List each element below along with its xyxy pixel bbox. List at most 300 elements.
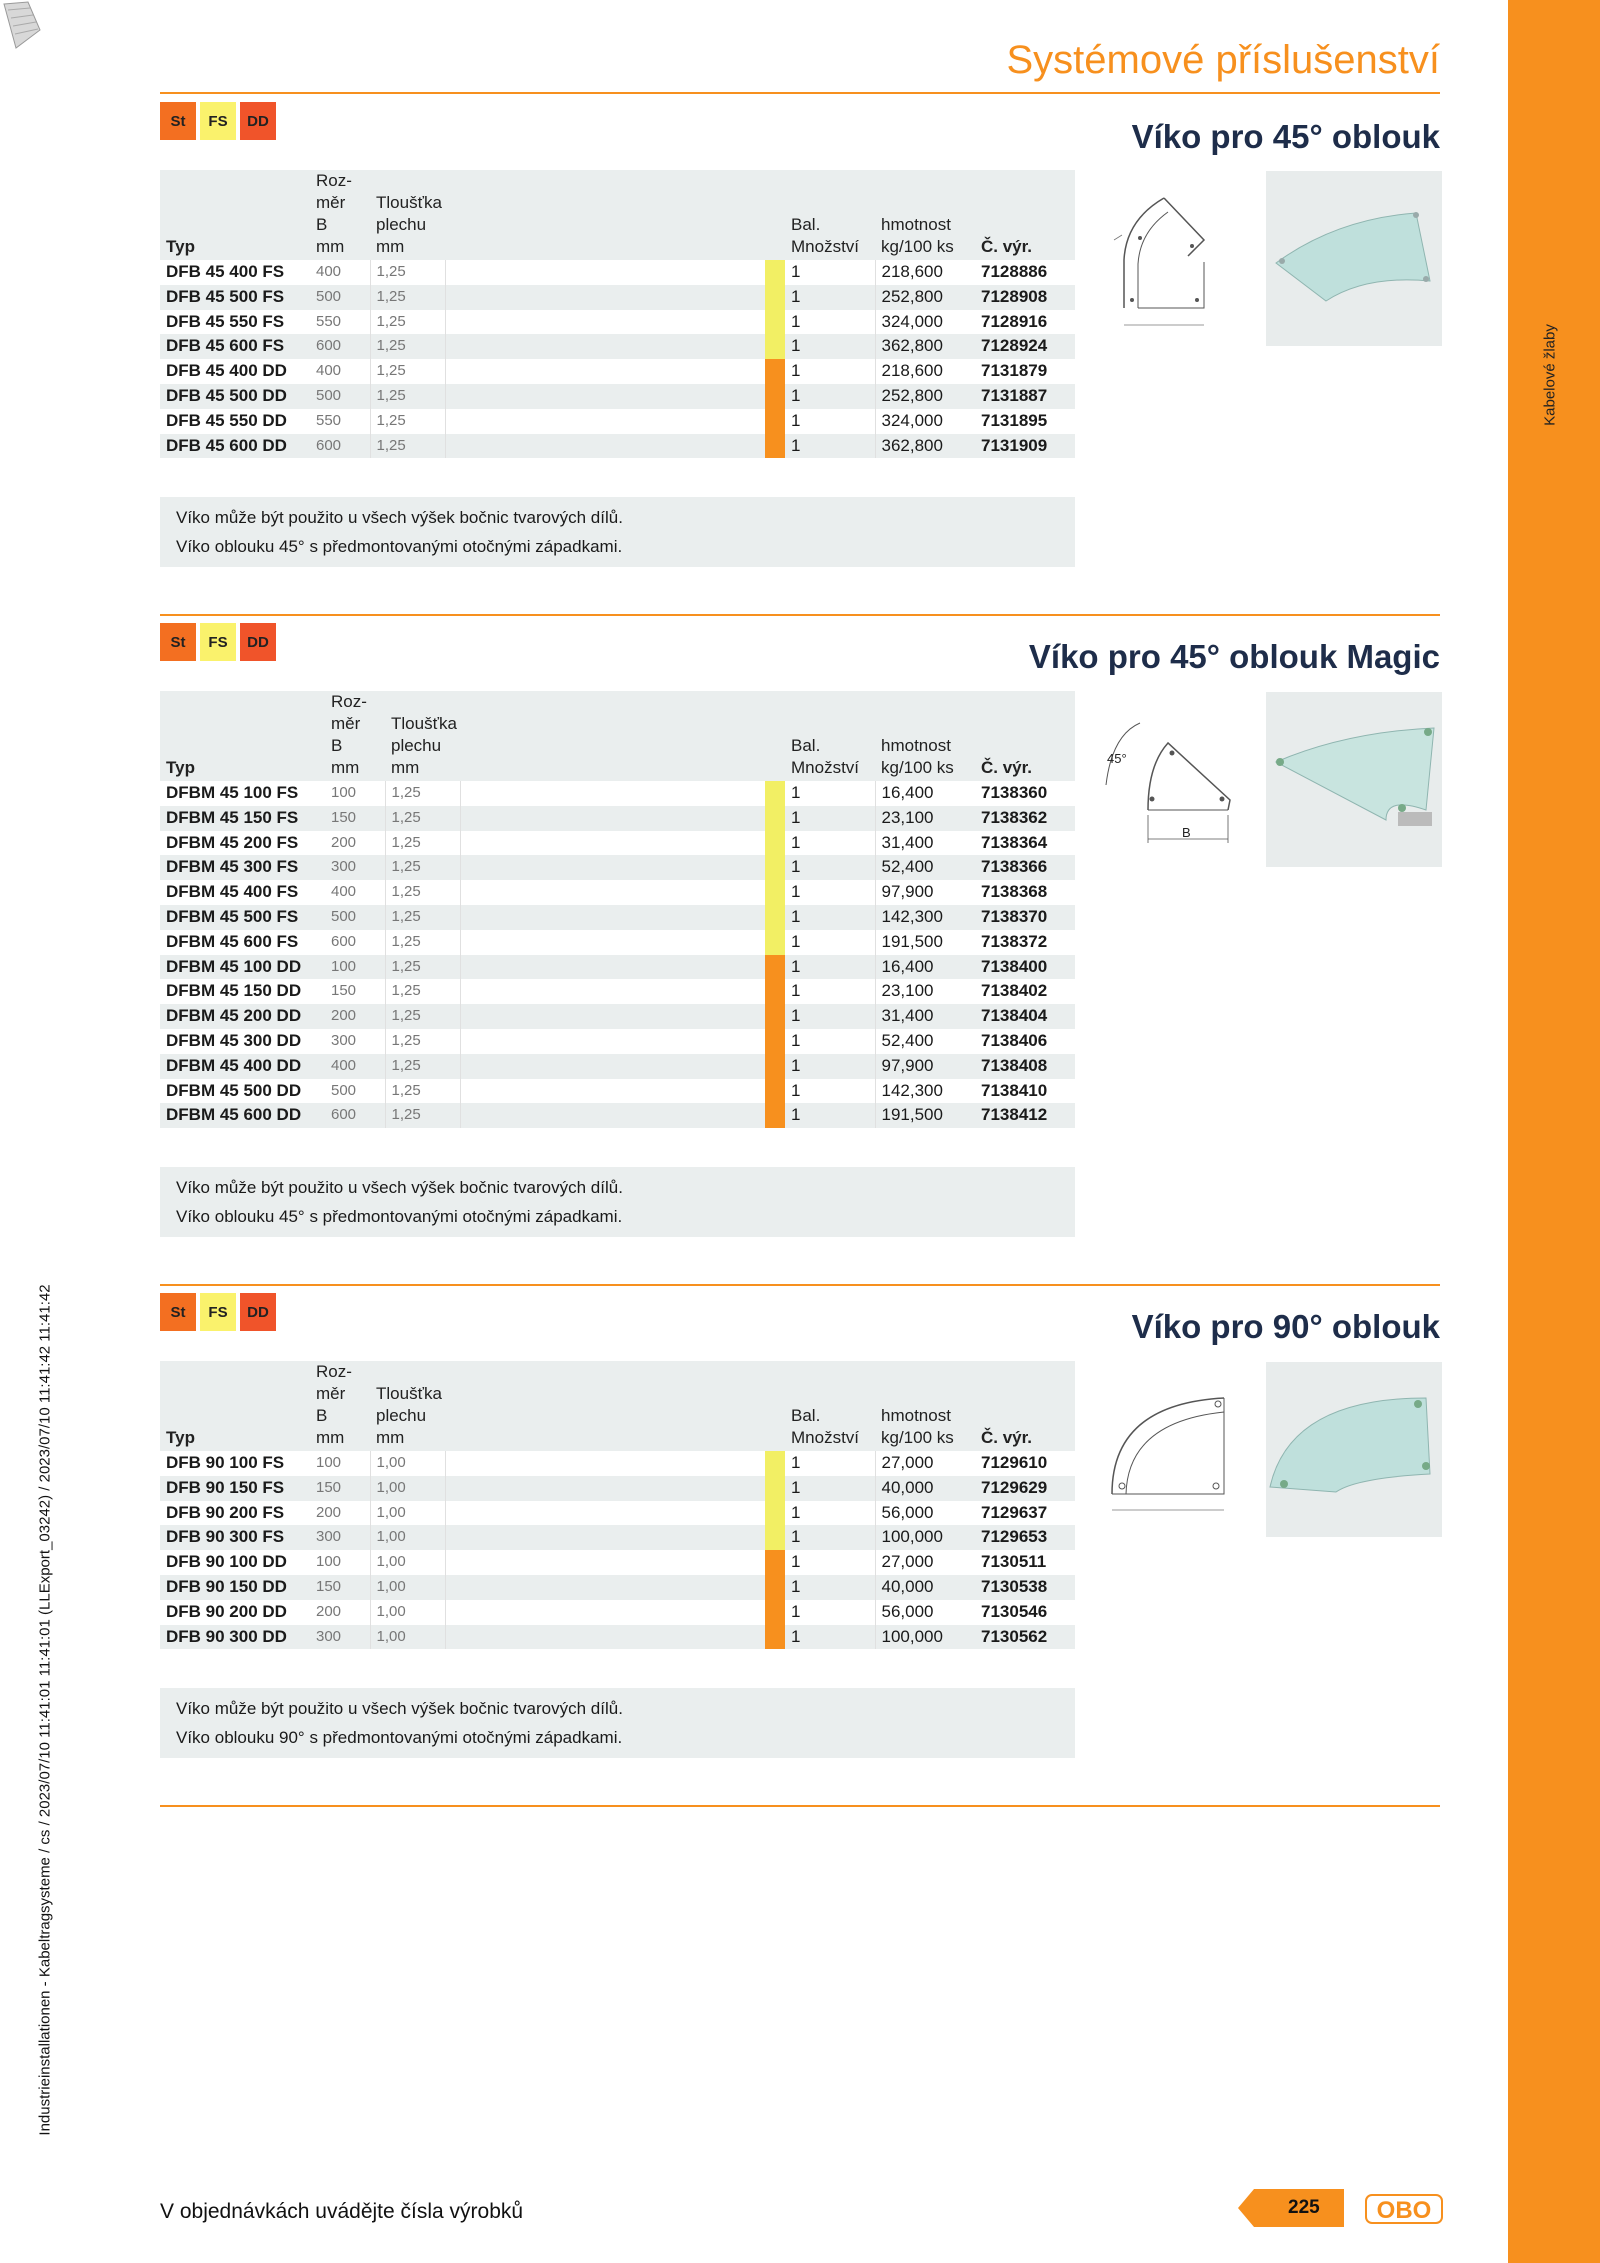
cell-rozmer: 600 — [325, 930, 385, 955]
cell-rozmer: 200 — [325, 831, 385, 856]
cell-tloustka: 1,25 — [385, 1103, 461, 1128]
cell-hmotnost: 16,400 — [875, 781, 975, 806]
finish-marker — [765, 955, 785, 980]
col-header-rozmer: Roz- měr B mm — [325, 691, 385, 781]
table-row — [160, 409, 1075, 434]
cell-typ: DFB 90 100 DD — [160, 1550, 310, 1575]
col-header-cv: Č. výr. — [975, 1361, 1075, 1451]
cell-blank — [461, 955, 765, 980]
bend-45-magic-drawing — [1100, 715, 1240, 850]
finish-marker — [765, 930, 785, 955]
cell-cv: 7130538 — [975, 1575, 1075, 1600]
cell-tloustka: 1,00 — [370, 1451, 446, 1476]
bend-45-drawing — [1112, 190, 1222, 335]
product-photo — [1266, 171, 1442, 346]
cell-bal: 1 — [785, 806, 875, 831]
section-title: Víko pro 45° oblouk — [1131, 118, 1440, 155]
cell-hmotnost: 218,600 — [875, 359, 975, 384]
table-row — [160, 1550, 1075, 1575]
cell-blank — [461, 1103, 765, 1128]
cell-hmotnost: 191,500 — [875, 930, 975, 955]
col-header-bal: Bal. Množství — [785, 691, 875, 781]
col-header-rozmer: Roz- měr B mm — [310, 170, 370, 260]
cell-hmotnost: 97,900 — [875, 880, 975, 905]
cell-hmotnost: 362,800 — [875, 434, 975, 459]
cell-bal: 1 — [785, 855, 875, 880]
cell-blank — [446, 1550, 765, 1575]
cell-typ: DFBM 45 600 FS — [160, 930, 325, 955]
finish-marker — [765, 434, 785, 459]
product-photo — [1266, 1362, 1442, 1537]
cell-bal: 1 — [785, 955, 875, 980]
cell-tloustka: 1,25 — [385, 806, 461, 831]
cell-rozmer: 400 — [310, 359, 370, 384]
product-table — [160, 1361, 1075, 1649]
badge-fs: FS — [200, 1293, 236, 1331]
cell-bal: 1 — [785, 880, 875, 905]
divider — [160, 1805, 1440, 1807]
cell-hmotnost: 40,000 — [875, 1575, 975, 1600]
cell-cv: 7129637 — [975, 1501, 1075, 1526]
bend-90-drawing — [1100, 1382, 1240, 1527]
cell-typ: DFB 45 600 DD — [160, 434, 310, 459]
table-row — [160, 955, 1075, 980]
finish-marker — [765, 1575, 785, 1600]
cell-cv: 7130546 — [975, 1600, 1075, 1625]
col-header-blank — [446, 1361, 765, 1451]
cell-bal: 1 — [785, 1600, 875, 1625]
cell-hmotnost: 27,000 — [875, 1451, 975, 1476]
cell-cv: 7138362 — [975, 806, 1075, 831]
table-row — [160, 359, 1075, 384]
cell-bal: 1 — [785, 781, 875, 806]
side-tab-bar — [1508, 0, 1600, 2263]
finish-marker — [765, 979, 785, 1004]
cell-typ: DFBM 45 150 FS — [160, 806, 325, 831]
cell-rozmer: 150 — [325, 979, 385, 1004]
cell-typ: DFB 45 550 FS — [160, 310, 310, 335]
cell-tloustka: 1,25 — [370, 409, 446, 434]
cell-typ: DFB 90 300 DD — [160, 1625, 310, 1650]
finish-marker — [765, 1476, 785, 1501]
cell-cv: 7138402 — [975, 979, 1075, 1004]
col-header-hmotnost: hmotnost kg/100 ks — [875, 170, 975, 260]
product-table — [160, 170, 1075, 458]
cell-blank — [461, 1079, 765, 1104]
cell-rozmer: 100 — [310, 1550, 370, 1575]
finish-marker — [765, 1625, 785, 1650]
page-title: Systémové příslušenství — [1006, 38, 1440, 82]
cell-typ: DFBM 45 500 FS — [160, 905, 325, 930]
cell-bal: 1 — [785, 1103, 875, 1128]
cell-typ: DFBM 45 400 FS — [160, 880, 325, 905]
cell-rozmer: 400 — [325, 880, 385, 905]
table-row — [160, 1501, 1075, 1526]
finish-marker — [765, 1004, 785, 1029]
cell-typ: DFB 45 500 DD — [160, 384, 310, 409]
cell-blank — [446, 1575, 765, 1600]
cell-tloustka: 1,25 — [370, 434, 446, 459]
cell-blank — [446, 409, 765, 434]
obo-logo — [1365, 2192, 1443, 2226]
col-header-tloustka: Tloušťka plechu mm — [370, 1361, 446, 1451]
note-line: Víko oblouku 45° s předmontovanými otočnými západkami. — [176, 1207, 623, 1226]
table-row — [160, 979, 1075, 1004]
table-row — [160, 905, 1075, 930]
cell-hmotnost: 31,400 — [875, 831, 975, 856]
section-title: Víko pro 45° oblouk Magic — [1028, 638, 1440, 675]
cell-cv: 7130562 — [975, 1625, 1075, 1650]
cell-cv: 7138406 — [975, 1029, 1075, 1054]
cell-blank — [461, 781, 765, 806]
cell-cv: 7138412 — [975, 1103, 1075, 1128]
cell-blank — [446, 285, 765, 310]
cell-hmotnost: 56,000 — [875, 1600, 975, 1625]
cell-typ: DFB 90 200 DD — [160, 1600, 310, 1625]
cell-cv: 7138364 — [975, 831, 1075, 856]
cell-bal: 1 — [785, 1054, 875, 1079]
finish-marker — [765, 1600, 785, 1625]
product-photo — [1266, 692, 1442, 867]
cell-blank — [446, 1525, 765, 1550]
note-line: Víko oblouku 90° s předmontovanými otočnými západkami. — [176, 1728, 623, 1747]
cell-cv: 7131887 — [975, 384, 1075, 409]
finish-marker — [765, 334, 785, 359]
cell-hmotnost: 52,400 — [875, 1029, 975, 1054]
cell-tloustka: 1,25 — [385, 1029, 461, 1054]
cell-typ: DFB 90 150 FS — [160, 1476, 310, 1501]
col-header-typ: Typ — [160, 1361, 310, 1451]
cell-bal: 1 — [785, 1451, 875, 1476]
cell-rozmer: 500 — [325, 1079, 385, 1104]
cell-rozmer: 550 — [310, 409, 370, 434]
logo-text: OBO — [1376, 2197, 1432, 2224]
cell-typ: DFB 90 150 DD — [160, 1575, 310, 1600]
cell-hmotnost: 56,000 — [875, 1501, 975, 1526]
col-header-tloustka: Tloušťka plechu mm — [370, 170, 446, 260]
cell-blank — [461, 831, 765, 856]
finish-marker — [765, 1029, 785, 1054]
cell-tloustka: 1,25 — [385, 930, 461, 955]
cell-hmotnost: 142,300 — [875, 905, 975, 930]
finish-badges — [160, 623, 276, 661]
col-header-tloustka: Tloušťka plechu mm — [385, 691, 461, 781]
cell-typ: DFBM 45 200 DD — [160, 1004, 325, 1029]
cell-typ: DFBM 45 200 FS — [160, 831, 325, 856]
cell-tloustka: 1,00 — [370, 1525, 446, 1550]
cell-bal: 1 — [785, 1476, 875, 1501]
cell-bal: 1 — [785, 1501, 875, 1526]
badge-fs: FS — [200, 623, 236, 661]
cell-bal: 1 — [785, 1029, 875, 1054]
cell-rozmer: 150 — [310, 1476, 370, 1501]
cell-bal: 1 — [785, 1625, 875, 1650]
cell-typ: DFBM 45 400 DD — [160, 1054, 325, 1079]
cell-bal: 1 — [785, 334, 875, 359]
col-header-rozmer: Roz- měr B mm — [310, 1361, 370, 1451]
cell-hmotnost: 16,400 — [875, 955, 975, 980]
cell-typ: DFB 90 100 FS — [160, 1451, 310, 1476]
cell-rozmer: 200 — [325, 1004, 385, 1029]
badge-dd: DD — [240, 1293, 276, 1331]
table-row — [160, 434, 1075, 459]
cell-blank — [446, 334, 765, 359]
cell-blank — [461, 1054, 765, 1079]
cell-bal: 1 — [785, 930, 875, 955]
badge-dd: DD — [240, 623, 276, 661]
cell-typ: DFBM 45 100 DD — [160, 955, 325, 980]
badge-st: St — [160, 623, 196, 661]
cell-tloustka: 1,25 — [370, 384, 446, 409]
table-row — [160, 1476, 1075, 1501]
cell-cv: 7129610 — [975, 1451, 1075, 1476]
col-header-cv: Č. výr. — [975, 170, 1075, 260]
col-header-blank — [446, 170, 765, 260]
badge-dd: DD — [240, 102, 276, 140]
page-number: 225 — [1288, 2197, 1320, 2218]
cell-tloustka: 1,25 — [370, 310, 446, 335]
cell-hmotnost: 52,400 — [875, 855, 975, 880]
divider — [160, 614, 1440, 616]
cell-typ: DFB 45 400 FS — [160, 260, 310, 285]
table-row — [160, 1029, 1075, 1054]
cell-blank — [461, 855, 765, 880]
cell-cv: 7128886 — [975, 260, 1075, 285]
finish-marker — [765, 359, 785, 384]
cell-tloustka: 1,25 — [385, 905, 461, 930]
cell-rozmer: 500 — [310, 384, 370, 409]
table-row — [160, 384, 1075, 409]
cell-hmotnost: 40,000 — [875, 1476, 975, 1501]
cell-tloustka: 1,25 — [385, 1004, 461, 1029]
cell-bal: 1 — [785, 979, 875, 1004]
finish-marker — [765, 831, 785, 856]
cell-cv: 7138366 — [975, 855, 1075, 880]
table-row — [160, 1079, 1075, 1104]
cell-tloustka: 1,00 — [370, 1476, 446, 1501]
side-tab-label: Kabelové žlaby — [1541, 324, 1559, 426]
cell-cv: 7138372 — [975, 930, 1075, 955]
finish-marker — [765, 409, 785, 434]
finish-marker — [765, 260, 785, 285]
finish-marker — [765, 384, 785, 409]
width-label: B — [1182, 825, 1191, 840]
cell-cv: 7138370 — [975, 905, 1075, 930]
print-info: Industrieinstallationen - Kabeltragsysteme / cs / 2023/07/10 11:41:01 11:41:01 (LLExport_03242) / 2023/07/10 11:41:42 11:41:42 — [36, 1284, 54, 2136]
cell-blank — [461, 880, 765, 905]
cell-bal: 1 — [785, 359, 875, 384]
cell-bal: 1 — [785, 384, 875, 409]
cell-typ: DFB 90 200 FS — [160, 1501, 310, 1526]
page-number-tab — [1238, 2189, 1344, 2227]
finish-marker — [765, 310, 785, 335]
table-row — [160, 285, 1075, 310]
col-header-typ: Typ — [160, 691, 325, 781]
cell-hmotnost: 324,000 — [875, 310, 975, 335]
footer-note: V objednávkách uvádějte čísla výrobků — [160, 2200, 524, 2223]
badge-st: St — [160, 102, 196, 140]
finish-marker — [765, 1550, 785, 1575]
cell-bal: 1 — [785, 260, 875, 285]
cell-tloustka: 1,25 — [385, 1054, 461, 1079]
cell-tloustka: 1,00 — [370, 1575, 446, 1600]
section-title: Víko pro 90° oblouk — [1131, 1308, 1440, 1345]
cell-tloustka: 1,25 — [370, 334, 446, 359]
cell-rozmer: 400 — [325, 1054, 385, 1079]
finish-marker — [765, 1451, 785, 1476]
cell-blank — [461, 1029, 765, 1054]
cell-cv: 7138400 — [975, 955, 1075, 980]
table-row — [160, 930, 1075, 955]
cell-hmotnost: 252,800 — [875, 384, 975, 409]
badge-st: St — [160, 1293, 196, 1331]
cell-rozmer: 300 — [310, 1525, 370, 1550]
cell-blank — [446, 1476, 765, 1501]
cell-typ: DFB 45 550 DD — [160, 409, 310, 434]
cell-rozmer: 600 — [310, 334, 370, 359]
finish-marker — [765, 1079, 785, 1104]
cell-cv: 7138360 — [975, 781, 1075, 806]
cell-tloustka: 1,00 — [370, 1501, 446, 1526]
finish-marker — [765, 855, 785, 880]
cell-bal: 1 — [785, 1550, 875, 1575]
finish-marker — [765, 880, 785, 905]
table-row — [160, 1600, 1075, 1625]
finish-badges — [160, 1293, 276, 1331]
product-table — [160, 691, 1075, 1128]
finish-marker — [765, 1501, 785, 1526]
cell-tloustka: 1,25 — [370, 359, 446, 384]
col-header-finish — [765, 170, 785, 260]
cell-hmotnost: 97,900 — [875, 1054, 975, 1079]
col-header-finish — [765, 1361, 785, 1451]
table-row — [160, 831, 1075, 856]
cell-typ: DFBM 45 600 DD — [160, 1103, 325, 1128]
notes-box — [160, 1167, 1075, 1237]
cell-hmotnost: 31,400 — [875, 1004, 975, 1029]
cell-typ: DFB 90 300 FS — [160, 1525, 310, 1550]
note-line: Víko může být použito u všech výšek bočnic tvarových dílů. — [176, 508, 623, 527]
cell-cv: 7138408 — [975, 1054, 1075, 1079]
cell-typ: DFBM 45 300 DD — [160, 1029, 325, 1054]
cell-rozmer: 200 — [310, 1600, 370, 1625]
divider — [160, 92, 1440, 94]
cell-bal: 1 — [785, 1079, 875, 1104]
cell-blank — [446, 1501, 765, 1526]
cell-hmotnost: 218,600 — [875, 260, 975, 285]
cell-blank — [446, 1451, 765, 1476]
notes-box — [160, 1688, 1075, 1758]
cell-cv: 7128916 — [975, 310, 1075, 335]
cell-rozmer: 100 — [310, 1451, 370, 1476]
cell-blank — [446, 359, 765, 384]
cell-hmotnost: 23,100 — [875, 979, 975, 1004]
cell-bal: 1 — [785, 1525, 875, 1550]
cell-tloustka: 1,00 — [370, 1550, 446, 1575]
cell-typ: DFBM 45 100 FS — [160, 781, 325, 806]
cell-cv: 7130511 — [975, 1550, 1075, 1575]
cell-rozmer: 500 — [310, 285, 370, 310]
col-header-finish — [765, 691, 785, 781]
cell-hmotnost: 252,800 — [875, 285, 975, 310]
col-header-typ: Typ — [160, 170, 310, 260]
cell-blank — [446, 434, 765, 459]
cell-tloustka: 1,00 — [370, 1625, 446, 1650]
cell-rozmer: 200 — [310, 1501, 370, 1526]
divider — [160, 1284, 1440, 1286]
cell-tloustka: 1,25 — [385, 955, 461, 980]
cell-blank — [446, 310, 765, 335]
cell-bal: 1 — [785, 831, 875, 856]
table-row — [160, 1625, 1075, 1650]
cell-cv: 7128924 — [975, 334, 1075, 359]
cell-tloustka: 1,25 — [385, 781, 461, 806]
cell-bal: 1 — [785, 310, 875, 335]
cell-tloustka: 1,25 — [370, 285, 446, 310]
cell-cv: 7129653 — [975, 1525, 1075, 1550]
cell-rozmer: 150 — [325, 806, 385, 831]
cell-tloustka: 1,25 — [385, 831, 461, 856]
finish-marker — [765, 285, 785, 310]
cell-blank — [461, 905, 765, 930]
cell-typ: DFBM 45 500 DD — [160, 1079, 325, 1104]
cell-cv: 7138404 — [975, 1004, 1075, 1029]
cell-tloustka: 1,25 — [385, 880, 461, 905]
cell-rozmer: 550 — [310, 310, 370, 335]
cell-typ: DFB 45 400 DD — [160, 359, 310, 384]
cell-cv: 7131909 — [975, 434, 1075, 459]
cell-bal: 1 — [785, 1004, 875, 1029]
table-row — [160, 1103, 1075, 1128]
cell-blank — [446, 1625, 765, 1650]
cell-blank — [461, 930, 765, 955]
cell-blank — [461, 979, 765, 1004]
cell-bal: 1 — [785, 285, 875, 310]
col-header-bal: Bal. Množství — [785, 1361, 875, 1451]
note-line: Víko oblouku 45° s předmontovanými otočnými západkami. — [176, 537, 623, 556]
finish-marker — [765, 806, 785, 831]
table-row — [160, 880, 1075, 905]
finish-marker — [765, 905, 785, 930]
table-row — [160, 1525, 1075, 1550]
finish-marker — [765, 1054, 785, 1079]
cell-typ: DFB 45 500 FS — [160, 285, 310, 310]
cell-hmotnost: 324,000 — [875, 409, 975, 434]
cell-blank — [461, 1004, 765, 1029]
cell-rozmer: 300 — [310, 1625, 370, 1650]
cell-hmotnost: 23,100 — [875, 806, 975, 831]
cell-blank — [446, 384, 765, 409]
cell-hmotnost: 27,000 — [875, 1550, 975, 1575]
cell-hmotnost: 100,000 — [875, 1525, 975, 1550]
note-line: Víko může být použito u všech výšek bočnic tvarových dílů. — [176, 1699, 623, 1718]
table-row — [160, 781, 1075, 806]
cell-rozmer: 100 — [325, 781, 385, 806]
cell-blank — [446, 260, 765, 285]
cell-rozmer: 600 — [310, 434, 370, 459]
finish-marker — [765, 1525, 785, 1550]
table-row — [160, 855, 1075, 880]
table-row — [160, 260, 1075, 285]
finish-marker — [765, 1103, 785, 1128]
angle-label: 45° — [1107, 751, 1127, 766]
cell-hmotnost: 100,000 — [875, 1625, 975, 1650]
cell-rozmer: 400 — [310, 260, 370, 285]
cell-hmotnost: 191,500 — [875, 1103, 975, 1128]
notes-box — [160, 497, 1075, 567]
cell-tloustka: 1,25 — [385, 855, 461, 880]
cell-blank — [461, 806, 765, 831]
